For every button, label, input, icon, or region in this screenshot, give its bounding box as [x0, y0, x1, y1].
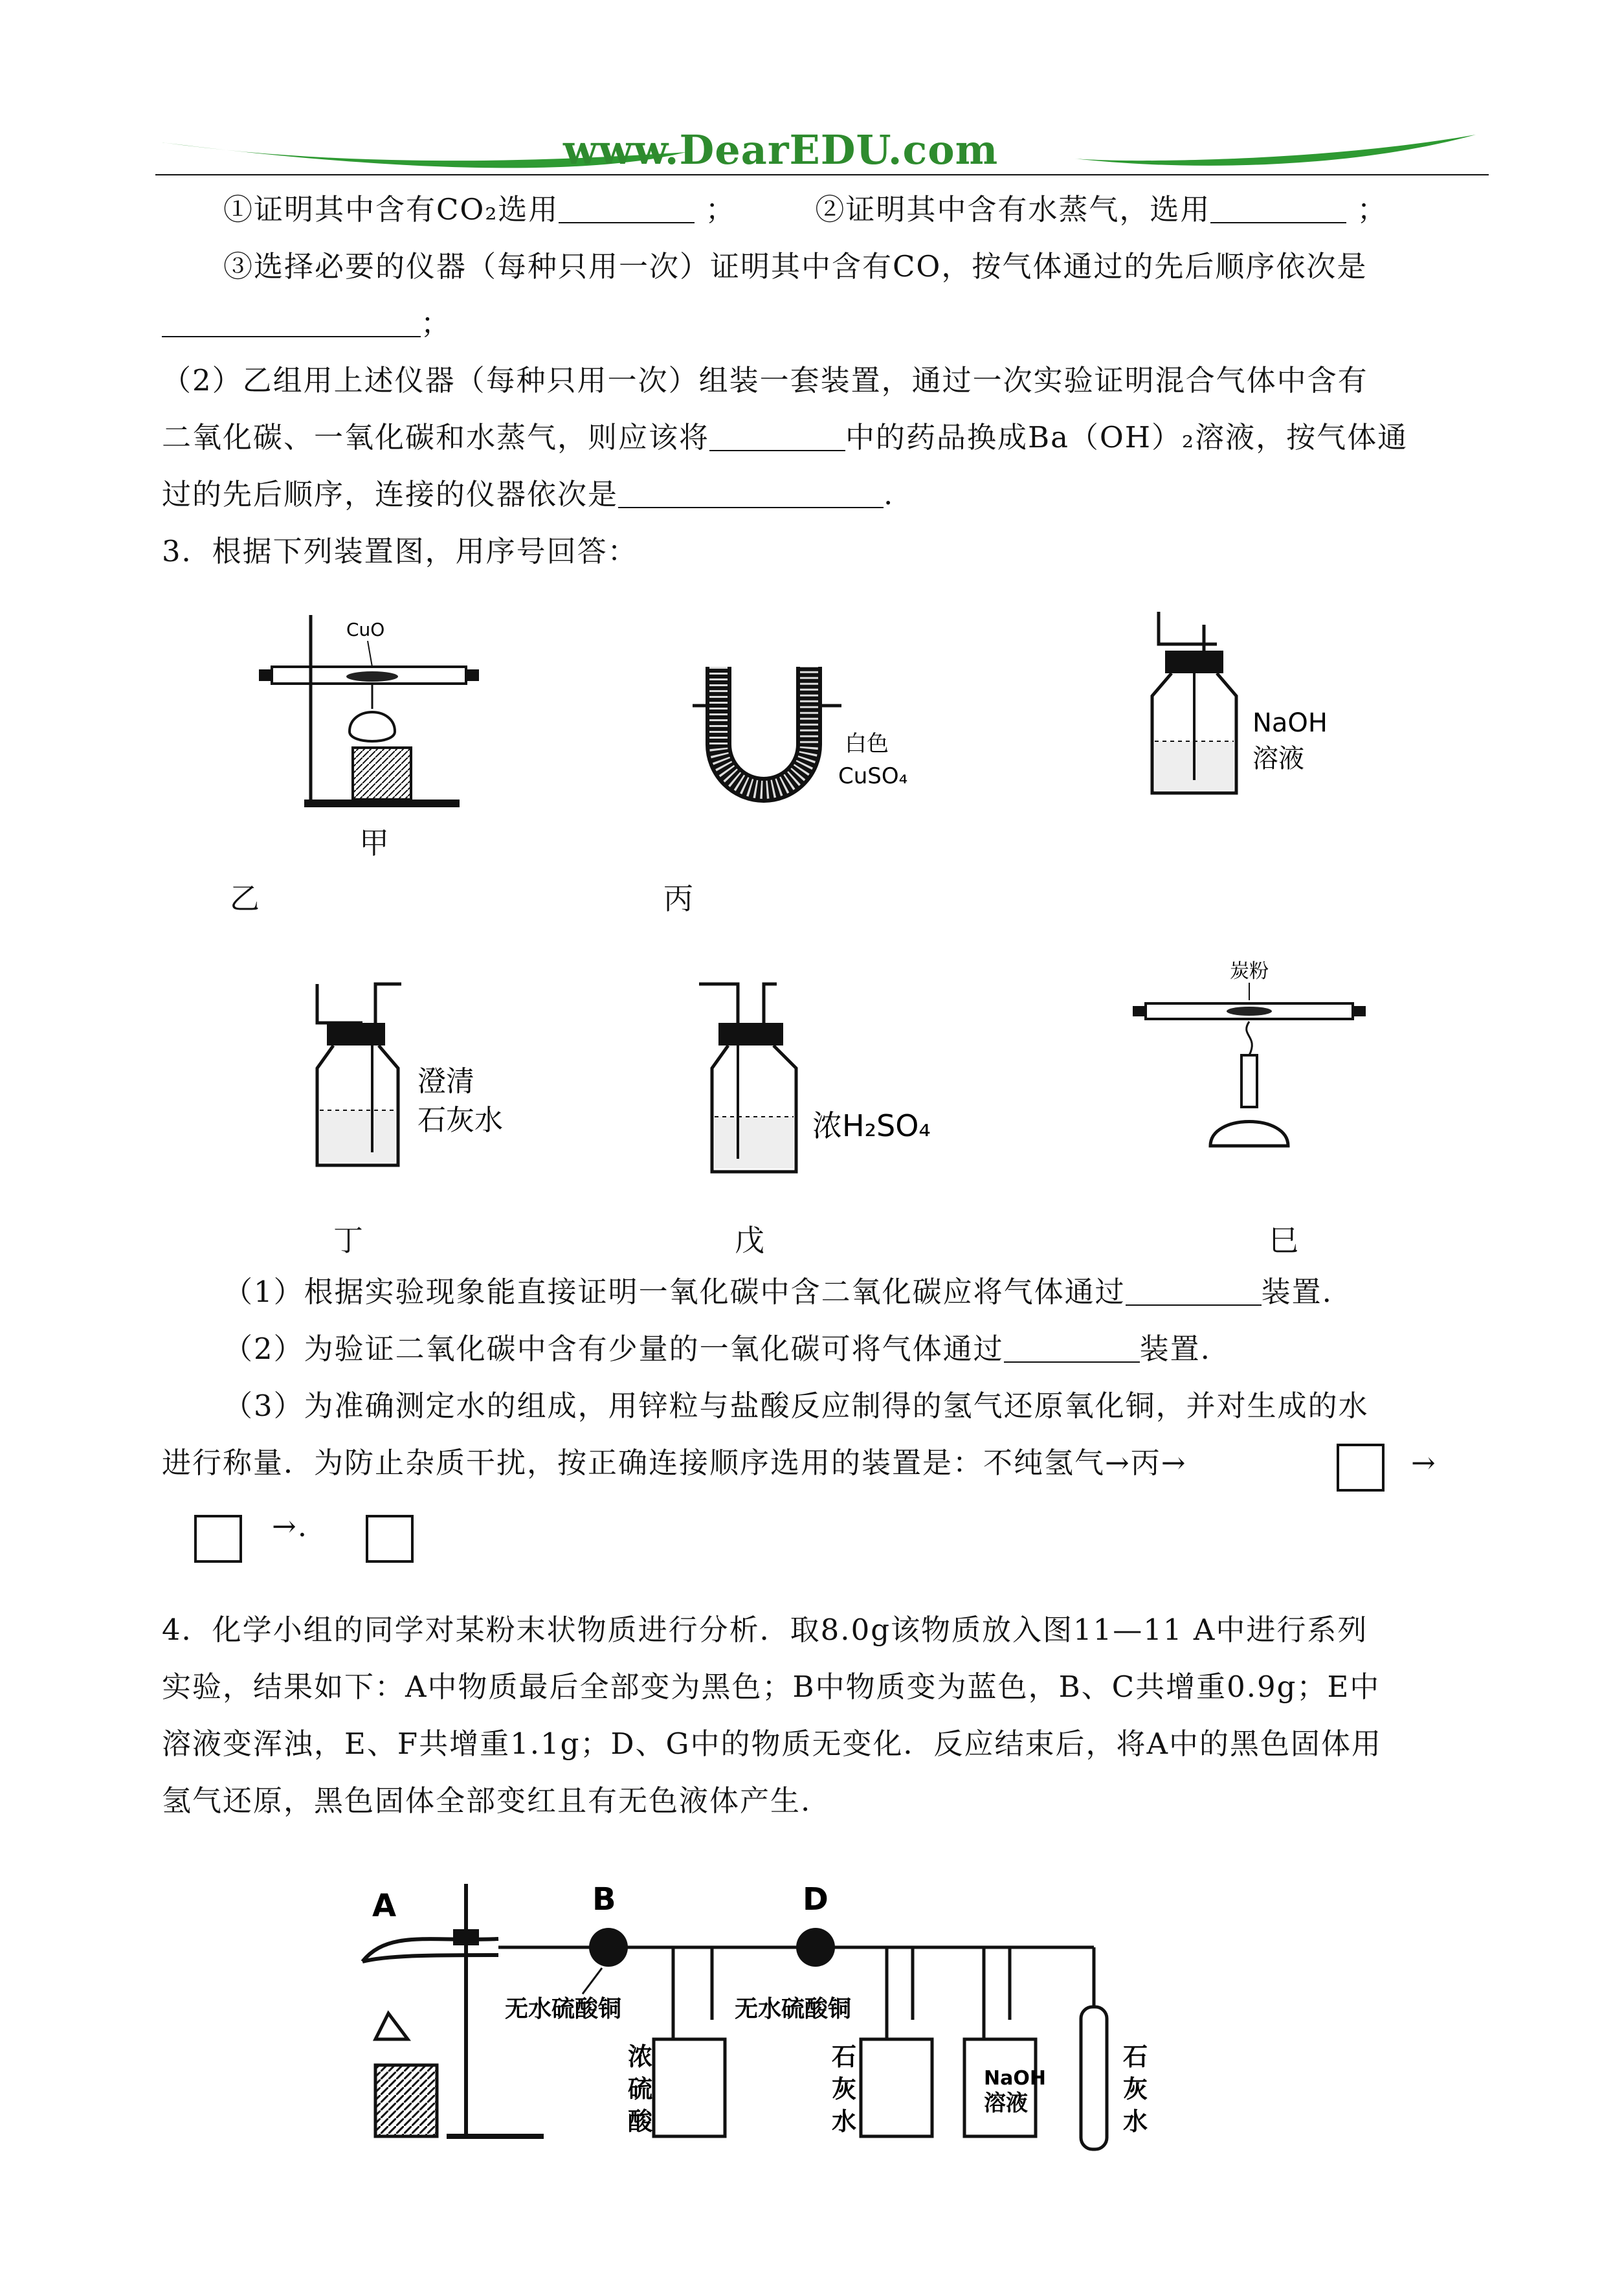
- answer-blank: [1210, 196, 1346, 223]
- q2-line4: （2）乙组用上述仪器（每种只用一次）组装一套装置，通过一次实验证明混合气体中含有: [162, 363, 1368, 397]
- answer-blank: [618, 481, 884, 508]
- label-solution-q4: 溶液: [984, 2090, 1028, 2116]
- label-limewater: 石灰水: [417, 1104, 503, 1137]
- q2-line5: 二氧化碳、一氧化碳和水蒸气，则应该将 中的药品换成Ba（OH）₂溶液，按气体通: [162, 420, 1408, 454]
- q4-apparatus-figure: [350, 1877, 1256, 2182]
- label-conc: 浓: [628, 2042, 653, 2071]
- apparatus-bing: [686, 647, 908, 822]
- apparatus-jia: [259, 602, 479, 816]
- label-si: 巳: [1269, 1223, 1298, 1258]
- q3-p3-line1: （3）为准确测定水的组成，用锌粒与盐酸反应制得的氢气还原氧化铜，并对生成的水: [223, 1389, 1369, 1423]
- label-wu: 戊: [735, 1223, 764, 1258]
- q2-line2: ③选择必要的仪器（每种只用一次）证明其中含有CO，按气体通过的先后顺序依次是: [223, 249, 1368, 284]
- header-logo-text: www.DearEDU.com: [563, 126, 999, 173]
- label-lime2-2: 灰: [1123, 2075, 1148, 2103]
- answer-blank: [1004, 1336, 1140, 1363]
- answer-blank: [709, 424, 845, 451]
- label-yi: 乙: [230, 881, 260, 916]
- q4-line1: 4．化学小组的同学对某粉末状物质进行分析．取8.0g该物质放入图11—11 A中进行系列: [162, 1613, 1368, 1647]
- label-lime-3: 水: [832, 2107, 857, 2136]
- label-ding: 丁: [333, 1223, 363, 1258]
- arrow-1: →: [1411, 1446, 1437, 1480]
- label-solution: 溶液: [1252, 744, 1304, 774]
- label-naoh-q4: NaOH: [984, 2067, 1046, 2090]
- answer-box-3[interactable]: [366, 1515, 414, 1563]
- apparatus-si: [1126, 952, 1372, 1159]
- q3-p3-line2: 进行称量．为防止杂质干扰，按正确连接顺序选用的装置是：不纯氢气→丙→: [162, 1446, 1187, 1480]
- q4-line3: 溶液变浑浊，E、F共增重1.1g；D、G中的物质无变化．反应结束后，将A中的黑色固体用: [162, 1727, 1382, 1761]
- label-lime-1: 石: [832, 2042, 857, 2071]
- q4-line2: 实验，结果如下：A中物质最后全部变为黑色；B中物质变为蓝色，B、C共增重0.9g；E中: [162, 1670, 1381, 1704]
- answer-blank: [559, 196, 695, 223]
- label-cuso4: CuSO₄: [838, 763, 908, 789]
- q2-line1: ①证明其中含有CO₂选用 ； ②证明其中含有水蒸气，选用 ；: [223, 192, 1388, 227]
- apparatus-wu: [699, 978, 971, 1185]
- label-conc-h2so4: 浓H₂SO₄: [812, 1108, 931, 1143]
- label-bing: 丙: [663, 881, 693, 916]
- label-acid: 酸: [628, 2107, 653, 2136]
- apparatus-ding: [304, 978, 550, 1172]
- q2-line3: ；: [162, 306, 451, 342]
- answer-box-1[interactable]: [1337, 1444, 1385, 1492]
- q3-p2: （2）为验证二氧化碳中含有少量的一氧化碳可将气体通过 装置.: [223, 1332, 1211, 1366]
- label-anhydrous-cuso4-d: 无水硫酸铜: [735, 1996, 852, 2022]
- label-naoh: NaOH: [1252, 708, 1328, 738]
- answer-blank: [1126, 1279, 1262, 1306]
- label-sulfuric: 硫: [628, 2075, 653, 2103]
- label-B: B: [592, 1881, 616, 1918]
- label-D: D: [803, 1881, 829, 1918]
- label-cuo: CuO: [346, 619, 385, 640]
- label-lime2-3: 水: [1123, 2107, 1148, 2136]
- label-carbon-powder: 炭粉: [1230, 960, 1269, 983]
- answer-box-2[interactable]: [194, 1515, 242, 1563]
- arrow-2: →.: [272, 1509, 309, 1543]
- q3-p1: （1）根据实验现象能直接证明一氧化碳中含二氧化碳应将气体通过 装置.: [223, 1275, 1333, 1309]
- apparatus-naoh-bottle: [1139, 612, 1366, 800]
- answer-blank: [162, 310, 421, 337]
- label-clear: 澄清: [417, 1065, 474, 1098]
- label-jia: 甲: [359, 825, 389, 860]
- label-white: 白色: [845, 731, 889, 757]
- label-lime-2: 灰: [832, 2075, 857, 2103]
- label-lime2-1: 石: [1123, 2042, 1148, 2071]
- label-A: A: [372, 1888, 397, 1924]
- q2-line6: 过的先后顺序，连接的仪器依次是 .: [162, 477, 895, 511]
- q4-line4: 氢气还原，黑色固体全部变红且有无色液体产生.: [162, 1784, 812, 1818]
- q3-title: 3．根据下列装置图，用序号回答：: [162, 534, 638, 568]
- label-anhydrous-cuso4-b: 无水硫酸铜: [505, 1996, 622, 2022]
